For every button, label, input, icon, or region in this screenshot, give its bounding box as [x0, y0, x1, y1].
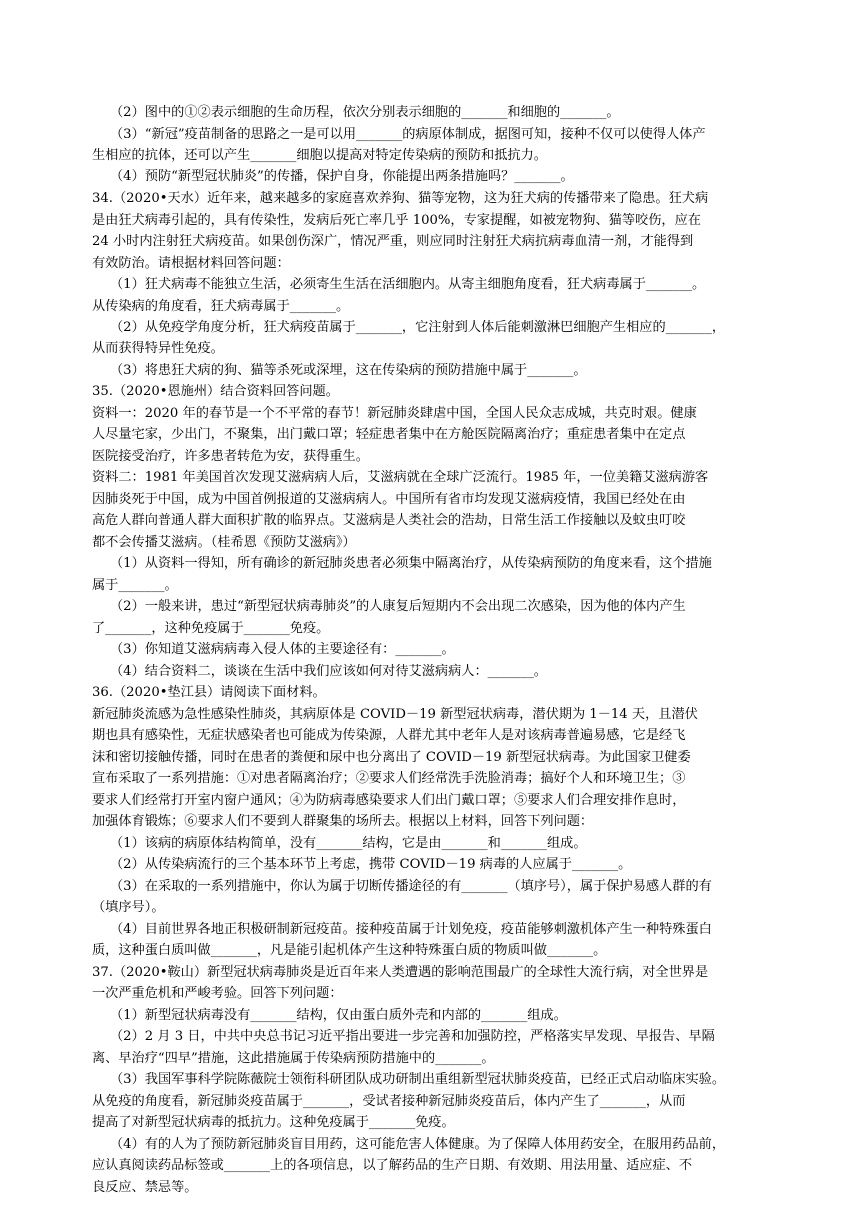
q37-part2: （2）2 月 3 日，中共中央总书记习近平指出要进一步完善和加强防控，严格落实早发现、早报告、早隔	[110, 1029, 715, 1044]
material-one: 资料一：2020 年的春节是一个不平常的春节！新冠肺炎肆虐中国，全国人民众志成城，共克时艰。健康	[92, 406, 697, 421]
q33-part4: （4）预防“新型冠状肺炎”的传播，保护自身，你能提出两条措施吗？_______。	[110, 169, 574, 184]
q35-part3: （3）你知道艾滋病病毒入侵人体的主要途径有：_______。	[110, 642, 455, 657]
text-line: 从传染病的角度看，狂犬病毒属于_______。	[92, 299, 350, 314]
text-line: 有效防治。请根据材料回答问题：	[92, 256, 290, 271]
text-line: 24 小时内注射狂犬病疫苗。如果创伤深广，情况严重，则应同时注射狂犬病抗病毒血清一剂，才能得到	[92, 234, 694, 249]
text-line: 医院接受治疗，许多患者转危为安，获得重生。	[92, 449, 369, 464]
q36-part2: （2）从传染病流行的三个基本环节上考虑，携带 COVID－19 病毒的人应属于_______。	[110, 857, 632, 872]
q35-part2: （2）一般来讲，患过“新型冠状病毒肺炎”的人康复后短期内不会出现二次感染，因为他的体内产生	[110, 599, 686, 614]
q35-part4: （4）结合资料二，谈谈在生活中我们应该如何对待艾滋病病人：_______。	[110, 664, 547, 679]
q35-part1: （1）从资料一得知，所有确诊的新冠肺炎患者必须集中隔离治疗，从传染病预防的角度来看，这个措施	[110, 556, 712, 571]
text-line: 了_______，这种免疫属于_______免疫。	[92, 621, 330, 636]
q34-part3: （3）将患狂犬病的狗、猫等杀死或深埋，这在传染病的预防措施中属于_______。	[110, 363, 587, 378]
q33-part2: （2）图中的①②表示细胞的生命历程，依次分别表示细胞的_______和细胞的_______。	[110, 105, 620, 120]
text-line: 是由狂犬病毒引起的，具有传染性，发病后死亡率几乎 100%，专家提醒，如被宠物狗、猫等咬伤，应在	[92, 213, 701, 228]
text-line: 从免疫的角度看，新冠肺炎疫苗属于_______，受试者接种新冠肺炎疫苗后，体内产生了_______，从而	[92, 1094, 686, 1109]
text-line: 都不会传播艾滋病。（桂希恩《预防艾滋病》）	[92, 535, 356, 550]
q37-stem: 37.（2020•鞍山）新型冠状病毒肺炎是近百年来人类遭遇的影响范围最广的全球性大流行病，对全世界是	[92, 965, 709, 980]
q34-stem: 34.（2020•天水）近年来，越来越多的家庭喜欢养狗、猫等宠物，这为狂犬病的传播带来了隐患。狂犬病	[92, 191, 709, 206]
q36-stem: 36.（2020•垫江县）请阅读下面材料。	[92, 685, 326, 700]
text-line: 宣布采取了一系列措施：①对患者隔离治疗；②要求人们经常洗手洗脸消毒；搞好个人和环境卫生；③	[92, 771, 686, 786]
text-line: 离、早治疗“四早”措施，这此措施属于传染病预防措施中的_______。	[92, 1051, 495, 1066]
text-line: 应认真阅读药品标签或_______上的各项信息，以了解药品的生产日期、有效期、用法用量、适应症、不	[92, 1158, 693, 1173]
text-line: 生相应的抗体，还可以产生_______细胞以提高对特定传染病的预防和抵抗力。	[92, 148, 547, 163]
text-line: （填序号）。	[92, 900, 165, 915]
text-line: 质，这种蛋白质叫做_______，凡是能引起机体产生这种特殊蛋白质的物质叫做_______。	[92, 943, 607, 958]
q37-part4: （4）有的人为了预防新冠肺炎盲目用药，这可能危害人体健康。为了保障人体用药安全，在服用药品前，	[110, 1137, 726, 1152]
text-line: 高危人群向普通人群大面积扩散的临界点。艾滋病是人类社会的浩劫，日常生活工作接触以及蚊虫叮咬	[92, 513, 686, 528]
q36-part4: （4）目前世界各地正积极研制新冠疫苗。接种疫苗属于计划免疫，疫苗能够刺激机体产生一种特殊蛋白	[110, 922, 712, 937]
text-line: 要求人们经常打开室内窗户通风；④为防病毒感染要求人们出门戴口罩；⑤要求人们合理安排作息时，	[92, 793, 686, 808]
q36-part1: （1）该病的病原体结构简单，没有_______结构，它是由_______和_______组成。	[110, 836, 587, 851]
q34-part1: （1）狂犬病毒不能独立生活，必须寄生生活在活细胞内。从寄主细胞角度看，狂犬病毒属于_______。	[110, 277, 706, 292]
text-line: 新冠肺炎流感为急性感染性肺炎，其病原体是 COVID－19 新型冠状病毒，潜伏期为 1－14 天，且潜伏	[92, 707, 698, 722]
text-line: 加强体育锻炼；⑥要求人们不要到人群聚集的场所去。根据以上材料，回答下列问题：	[92, 814, 594, 829]
text-line: 期也具有感染性，无症状感染者也可能成为传染源，人群尤其中老年人是对该病毒普遍易感，它是经飞	[92, 728, 686, 743]
q34-part2: （2）从免疫学角度分析，狂犬病疫苗属于_______，它注射到人体后能刺激淋巴细胞产生相应的_______，	[110, 320, 726, 335]
q33-part3: （3）“新冠”疫苗制备的思路之一是可以用_______的病原体制成，据图可知，接种不仅可以使得人体产	[110, 127, 706, 142]
q35-stem: 35.（2020•恩施州）结合资料回答问题。	[92, 384, 339, 399]
q36-part3: （3）在采取的一系列措施中，你认为属于切断传播途径的有_______（填序号），属于保护易感人群的有	[110, 879, 712, 894]
text-line: 从而获得特异性免疫。	[92, 341, 224, 356]
q37-part3: （3）我国军事科学院陈薇院士领衔科研团队成功研制出重组新型冠状肺炎疫苗，已经正式启动临床实验。	[110, 1072, 726, 1087]
material-two: 资料二：1981 年美国首次发现艾滋病病人后，艾滋病就在全球广泛流行。1985 年，一位美籍艾滋病游客	[92, 470, 709, 485]
text-line: 因肺炎死于中国，成为中国首例报道的艾滋病病人。中国所有省市均发现艾滋病疫情，我国已经处在由	[92, 492, 686, 507]
q37-part1: （1）新型冠状病毒没有_______结构，仅由蛋白质外壳和内部的_______组成。	[110, 1008, 567, 1023]
text-line: 属于_______。	[92, 578, 178, 593]
text-line: 提高了对新型冠状病毒的抵抗力。这种免疫属于_______免疫。	[92, 1115, 455, 1130]
text-line: 良反应、禁忌等。	[92, 1180, 198, 1195]
text-line: 人尽量宅家，少出门，不聚集，出门戴口罩；轻症患者集中在方舱医院隔离治疗；重症患者集中在定点	[92, 427, 686, 442]
text-line: 沫和密切接触传播，同时在患者的粪便和尿中也分离出了 COVID－19 新型冠状病毒。为此国家卫健委	[92, 750, 691, 765]
text-line: 一次严重危机和严峻考验。回答下列问题：	[92, 986, 343, 1001]
